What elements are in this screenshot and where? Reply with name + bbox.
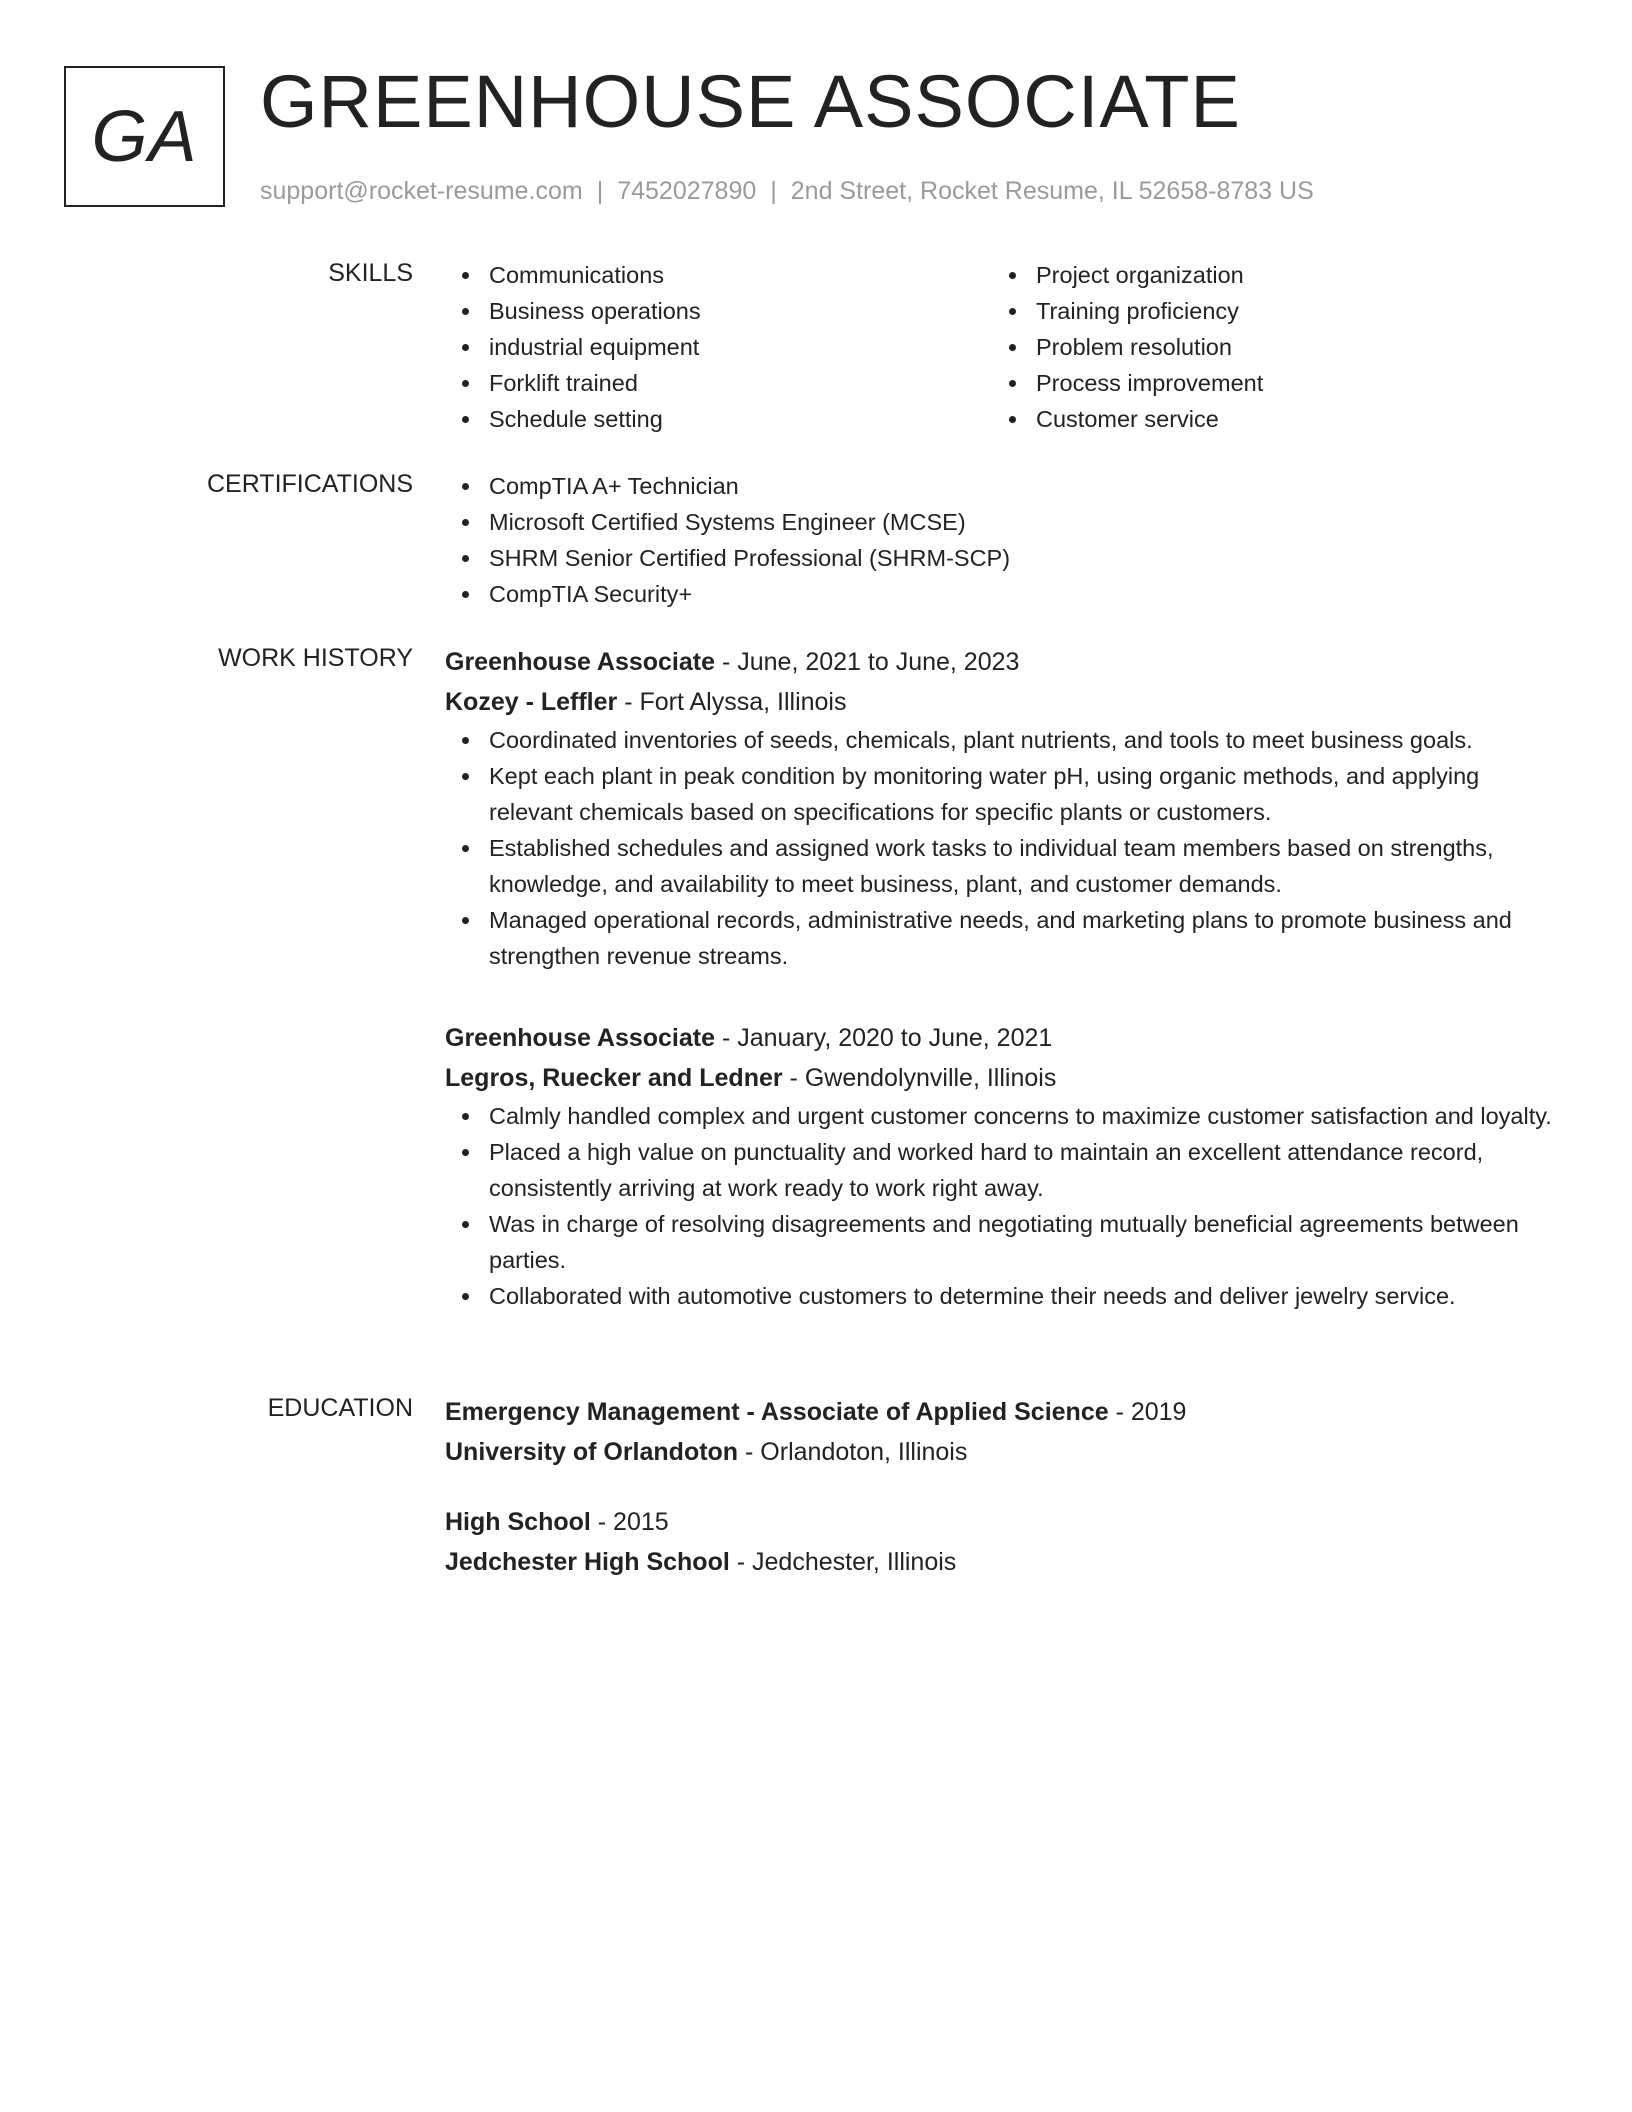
education-school: Jedchester High School [445,1548,730,1576]
education-year: - 2015 [590,1508,669,1536]
certification-item: CompTIA A+ Technician [445,468,1565,504]
candidate-name: GREENHOUSE ASSOCIATE [260,60,1241,143]
contact-line [260,175,1314,207]
education-school-line [445,1432,1565,1472]
skill-item: industrial equipment [445,329,992,365]
skill-item: Communications [445,257,992,293]
job-company-line [445,682,1565,722]
job-location: - Fort Alyssa, Illinois [617,688,847,716]
skill-item: Problem resolution [992,329,1539,365]
education-degree: High School [445,1508,591,1536]
job-bullet: Kept each plant in peak condition by monitoring water pH, using organic methods, and applying relevant chemicals based on specifications for specific plants or customers. [445,758,1565,830]
job-company: Kozey - Leffler [445,688,618,716]
skills-label: SKILLS [328,259,413,287]
education-degree-line [445,1502,1565,1542]
education-location: - Orlandoton, Illinois [738,1438,968,1466]
contact-separator: | [596,177,604,205]
education-degree: Emergency Management - Associate of Applied Science [445,1398,1109,1426]
skill-item: Business operations [445,293,992,329]
job-company: Legros, Ruecker and Ledner [445,1064,783,1092]
certification-item: Microsoft Certified Systems Engineer (MCSE) [445,504,1565,540]
certification-item: CompTIA Security+ [445,576,1565,612]
contact-address: 2nd Street, Rocket Resume, IL 52658-8783 US [790,177,1314,205]
skills-left-list [445,257,992,437]
work-history-label: WORK HISTORY [218,644,413,672]
job-bullet: Managed operational records, administrative needs, and marketing plans to promote business and strengthen revenue streams. [445,902,1565,974]
job-bullets [445,722,1565,974]
certifications-body [445,468,1565,612]
skill-item: Forklift trained [445,365,992,401]
job-bullets [445,1098,1565,1314]
education-body [445,1392,1565,1472]
skills-grid [445,257,1565,437]
skills-body [445,257,1565,437]
skill-item: Customer service [992,401,1539,437]
job-bullet: Calmly handled complex and urgent customer concerns to maximize customer satisfaction and loyalty. [445,1098,1565,1134]
job-dates: - June, 2021 to June, 2023 [715,648,1020,676]
education-school-line [445,1542,1565,1582]
job-title: Greenhouse Associate [445,1024,716,1052]
contact-separator: | [770,177,777,205]
education-entry [445,1392,1565,1472]
education-location: - Jedchester, Illinois [729,1548,957,1576]
job-title: Greenhouse Associate [445,648,716,676]
education-body-2 [445,1502,1565,1582]
contact-email: support@rocket-resume.com [260,177,583,205]
skill-item: Process improvement [992,365,1539,401]
job-bullet: Coordinated inventories of seeds, chemicals, plant nutrients, and tools to meet business goals. [445,722,1565,758]
job-title-line [445,1018,1565,1058]
job-bullet: Placed a high value on punctuality and worked hard to maintain an excellent attendance record, consistently arriving at work ready to work right away. [445,1134,1565,1206]
skill-item: Project organization [992,257,1539,293]
job-company-line [445,1058,1565,1098]
job-bullet: Established schedules and assigned work tasks to individual team members based on strengths, knowledge, and availability to meet business, plant, and customer demands. [445,830,1565,902]
work-history-body-2 [445,1018,1565,1314]
skills-right-list [992,257,1539,437]
job-bullet: Collaborated with automotive customers to determine their needs and deliver jewelry service. [445,1278,1565,1314]
skill-item: Schedule setting [445,401,992,437]
education-entry [445,1502,1565,1582]
certification-item: SHRM Senior Certified Professional (SHRM-SCP) [445,540,1565,576]
job-bullet: Was in charge of resolving disagreements and negotiating mutually beneficial agreements between parties. [445,1206,1565,1278]
work-history-body [445,642,1565,974]
education-degree-line [445,1392,1565,1432]
education-school: University of Orlandoton [445,1438,739,1466]
job-title-line [445,642,1565,682]
contact-phone: 7452027890 [617,177,757,205]
job-dates: - January, 2020 to June, 2021 [715,1024,1053,1052]
skill-item: Training proficiency [992,293,1539,329]
education-year: - 2019 [1108,1398,1187,1426]
job-entry [445,642,1565,974]
job-entry [445,1018,1565,1314]
certifications-label: CERTIFICATIONS [206,470,413,498]
monogram-initials: GA [64,66,225,207]
certifications-list [445,468,1565,612]
job-location: - Gwendolynville, Illinois [782,1064,1057,1092]
education-label: EDUCATION [267,1394,413,1422]
